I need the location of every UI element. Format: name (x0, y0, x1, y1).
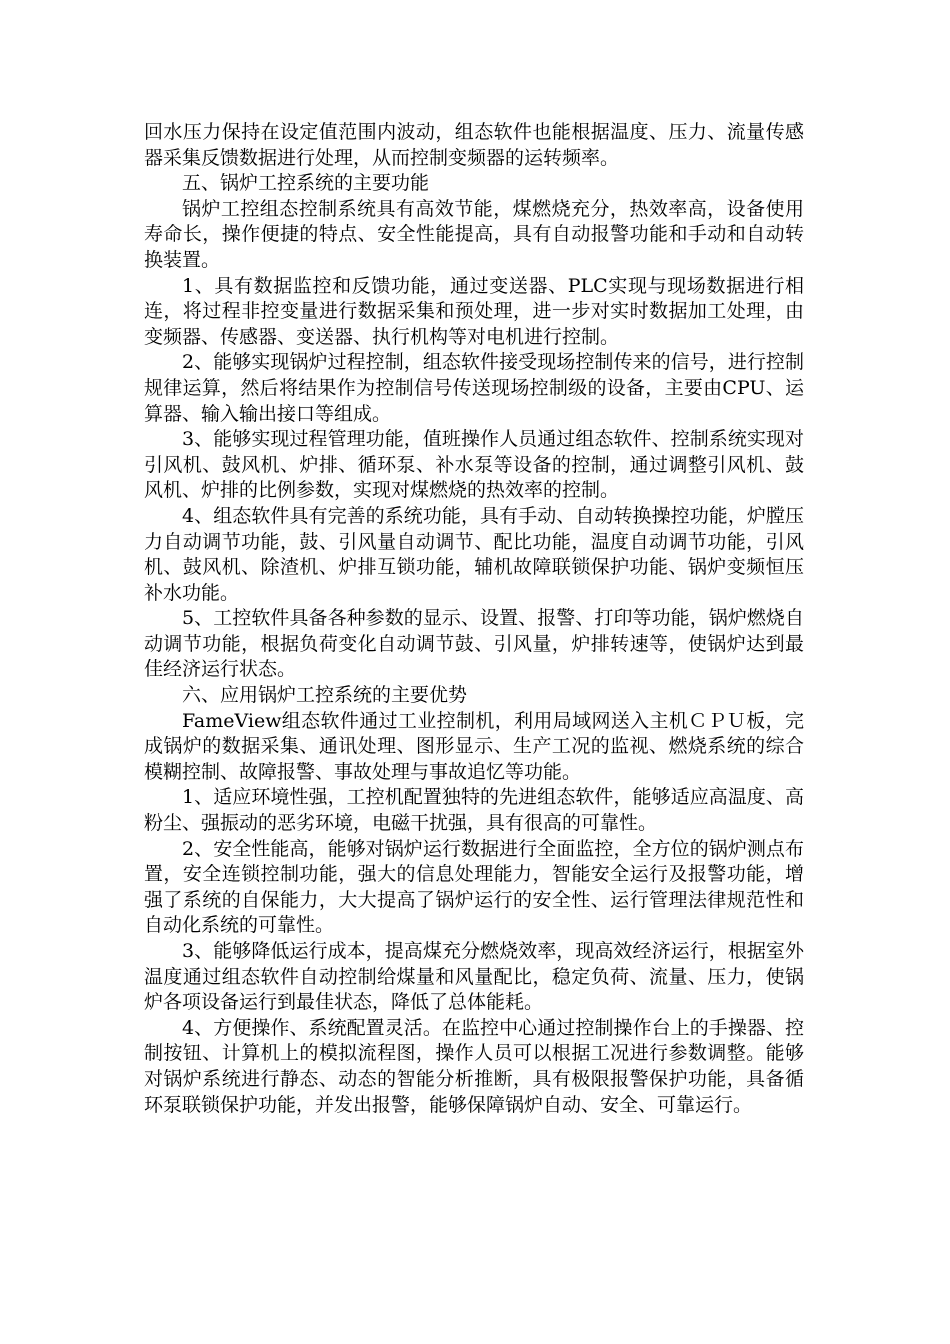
paragraph-function-1: 1、具有数据监控和反馈功能，通过变送器、PLC实现与现场数据进行相连，将过程非控变量进行数据采集和预处理，进一步对实时数据加工处理，由变频器、传感器、变送器、执行机构等对电机进行控制。 (144, 274, 804, 348)
paragraph-continuation: 回水压力保持在设定值范围内波动，组态软件也能根据温度、压力、流量传感器采集反馈数据进行处理，从而控制变频器的运转频率。 (144, 121, 804, 169)
paragraph-function-4: 4、组态软件具有完善的系统功能，具有手动、自动转换操控功能，炉膛压力自动调节功能，鼓、引风量自动调节、配比功能，温度自动调节功能，引风机、鼓风机、除渣机、炉排互锁功能，辅机故障联锁保护功能、锅炉变频恒压补水功能。 (144, 504, 804, 604)
document-body (144, 120, 804, 1118)
paragraph-advantage-3: 3、能够降低运行成本，提高煤充分燃烧效率，现高效经济运行，根据室外温度通过组态软件自动控制给煤量和风量配比，稳定负荷、流量、压力，使锅炉各项设备运行到最佳状态，降低了总体能耗。 (144, 940, 804, 1014)
paragraph-function-2: 2、能够实现锅炉过程控制，组态软件接受现场控制传来的信号，进行控制规律运算，然后将结果作为控制信号传送现场控制级的设备，主要由CPU、运算器、输入输出接口等组成。 (144, 351, 804, 425)
paragraph-advantage-4: 4、方便操作、系统配置灵活。在监控中心通过控制操作台上的手操器、控制按钮、计算机上的模拟流程图，操作人员可以根据工况进行参数调整。能够对锅炉系统进行静态、动态的智能分析推断，具有极限报警保护功能，具备循环泵联锁保护功能，并发出报警，能够保障锅炉自动、安全、可靠运行。 (144, 1016, 804, 1116)
paragraph-intro-functions: 锅炉工控组态控制系统具有高效节能，煤燃烧充分，热效率高，设备使用寿命长，操作便捷的特点、安全性能提高，具有自动报警功能和手动和自动转换装置。 (144, 197, 804, 271)
paragraph-advantage-2: 2、安全性能高，能够对锅炉运行数据进行全面监控，全方位的锅炉测点布置，安全连锁控制功能，强大的信息处理能力，智能安全运行及报警功能，增强了系统的自保能力，大大提高了锅炉运行的安全性、运行管理法律规范性和自动化系统的可靠性。 (144, 837, 804, 937)
paragraph-function-5: 5、工控软件具备各种参数的显示、设置、报警、打印等功能，锅炉燃烧自动调节功能，根据负荷变化自动调节鼓、引风量，炉排转速等，使锅炉达到最佳经济运行状态。 (144, 607, 804, 681)
paragraph-intro-advantages: FameView组态软件通过工业控制机，利用局域网送入主机ＣＰＵ板，完成锅炉的数据采集、通讯处理、图形显示、生产工况的监视、燃烧系统的综合模糊控制、故障报警、事故处理与事故追忆等功能。 (144, 709, 804, 783)
section-heading-5: 五、锅炉工控系统的主要功能 (182, 172, 430, 195)
section-heading-6: 六、应用锅炉工控系统的主要优势 (182, 684, 468, 707)
paragraph-advantage-1: 1、适应环境性强，工控机配置独特的先进组态软件，能够适应高温度、高粉尘、强振动的恶劣环境，电磁干扰强，具有很高的可靠性。 (144, 786, 804, 835)
paragraph-function-3: 3、能够实现过程管理功能，值班操作人员通过组态软件、控制系统实现对引风机、鼓风机、炉排、循环泵、补水泵等设备的控制，通过调整引风机、鼓风机、炉排的比例参数，实现对煤燃烧的热效率的控制。 (144, 428, 804, 502)
